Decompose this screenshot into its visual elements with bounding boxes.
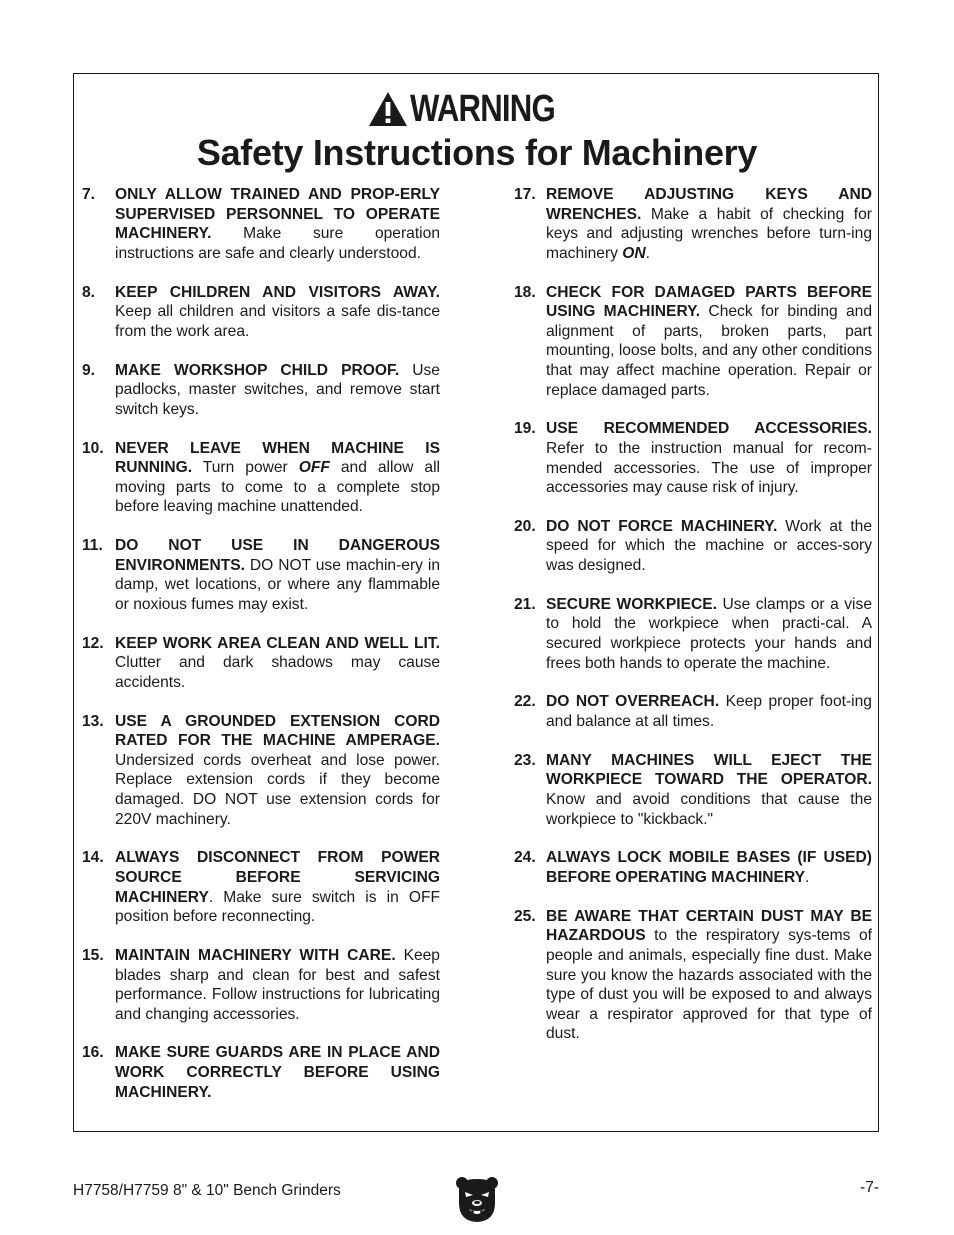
item-body: MAKE WORKSHOP CHILD PROOF. Use padlocks, master switches, and remove start switch keys. xyxy=(115,361,440,418)
page-title: Safety Instructions for Machinery xyxy=(196,132,758,173)
list-item xyxy=(514,419,872,497)
item-body: USE A GROUNDED EXTENSION CORD RATED FOR THE MACHINE AMPERAGE. Undersized cords overheat and lose power. Replace extension cords if they become damaged. DO NOT use extension cords for 220V machinery. xyxy=(115,712,440,828)
item-body: DO NOT USE IN DANGEROUS ENVIRONMENTS. DO NOT use machin-ery in damp, wet locations, or where any flammable or noxious fumes may exist. xyxy=(115,537,440,613)
item-body: SECURE WORKPIECE. Use clamps or a vise to hold the workpiece when practi-cal. A secured workpiece protects your hands and frees both hands to operate the machine. xyxy=(546,595,872,672)
list-item xyxy=(82,439,440,517)
item-body: ONLY ALLOW TRAINED AND PROP-ERLY SUPERVISED PERSONNEL TO OPERATE MACHINERY. Make sure operation instructions are safe and clearly understood. xyxy=(115,186,440,262)
item-body: MAINTAIN MACHINERY WITH CARE. Keep blades sharp and clean for best and safest performance. Follow instructions for lubricating and changing accessories. xyxy=(115,946,440,1023)
emphasis-off: OFF xyxy=(298,459,330,477)
left-column xyxy=(82,185,440,1121)
item-body: MANY MACHINES WILL EJECT THE WORKPIECE TOWARD THE OPERATOR. Know and avoid conditions that cause the workpiece to "kickback." xyxy=(546,751,872,828)
item-number: 19. xyxy=(514,420,536,438)
item-body: BE AWARE THAT CERTAIN DUST MAY BE HAZARDOUS to the respiratory sys-tems of people and animals, especially fine dust. Make sure you know the hazards associated with the type of dust you will be exposed to and always wear a respirator approved for that type of dust. xyxy=(546,907,872,1043)
item-number: 24. xyxy=(514,849,536,867)
list-item xyxy=(82,185,440,263)
item-number: 11. xyxy=(82,537,103,555)
item-number: 17. xyxy=(514,186,536,203)
item-body: CHECK FOR DAMAGED PARTS BEFORE USING MACHINERY. Check for binding and alignment of parts, broken parts, part mounting, loose bolts, and any other conditions that may affect machine operation. Repair or replace damaged parts. xyxy=(546,283,872,399)
item-body: REMOVE ADJUSTING KEYS AND WRENCHES. Make a habit of checking for keys and adjusting wrenches before turn-ing machinery ON. xyxy=(546,186,872,262)
warning-label: WARNING xyxy=(409,88,555,130)
item-number: 22. xyxy=(514,693,536,711)
footer-model-text: H7758/H7759 8" & 10" Bench Grinders xyxy=(73,1182,341,1199)
bear-head-logo-icon xyxy=(455,1175,499,1223)
list-item xyxy=(514,751,872,829)
list-item xyxy=(82,536,440,614)
list-item xyxy=(514,185,872,263)
list-item xyxy=(514,907,872,1044)
item-body: DO NOT OVERREACH. Keep proper foot-ing and balance at all times. xyxy=(546,693,872,730)
item-number: 7. xyxy=(82,186,96,203)
item-number: 16. xyxy=(82,1044,104,1062)
item-number: 12. xyxy=(82,634,104,652)
warning-header xyxy=(0,88,954,130)
item-number: 23. xyxy=(514,751,536,769)
item-number: 14. xyxy=(82,849,104,867)
list-item xyxy=(82,848,440,926)
list-item xyxy=(82,283,440,342)
item-body: ALWAYS LOCK MOBILE BASES (IF USED) BEFORE OPERATING MACHINERY. xyxy=(546,849,872,886)
page-number: -7- xyxy=(860,1179,879,1196)
item-body: NEVER LEAVE WHEN MACHINE IS RUNNING. Turn power OFF and allow all moving parts to come to a complete stop before leaving machine unattended. xyxy=(115,439,440,516)
right-column xyxy=(514,185,872,1063)
list-item xyxy=(514,692,872,731)
list-item xyxy=(514,517,872,576)
item-body: USE RECOMMENDED ACCESSORIES. Refer to the instruction manual for recom-mended accessories. The use of improper accessories may cause risk of injury. xyxy=(546,420,872,497)
item-body: KEEP WORK AREA CLEAN AND WELL LIT. Clutter and dark shadows may cause accidents. xyxy=(115,634,440,691)
item-number: 9. xyxy=(82,361,96,379)
item-number: 13. xyxy=(82,712,104,730)
item-body: ALWAYS DISCONNECT FROM POWER SOURCE BEFORE SERVICING MACHINERY. Make sure switch is in OFF position before reconnecting. xyxy=(115,849,440,926)
item-number: 20. xyxy=(514,517,536,535)
list-item xyxy=(82,634,440,693)
list-item xyxy=(82,1043,440,1102)
item-number: 21. xyxy=(514,595,536,613)
list-item xyxy=(514,283,872,401)
item-number: 8. xyxy=(82,283,96,301)
list-item xyxy=(514,595,872,673)
list-item xyxy=(82,712,440,830)
item-number: 15. xyxy=(82,946,104,964)
item-number: 25. xyxy=(514,907,536,925)
emphasis-on: ON xyxy=(622,244,646,262)
item-body: DO NOT FORCE MACHINERY. Work at the speed for which the machine or acces-sory was designed. xyxy=(546,517,872,575)
item-number: 10. xyxy=(82,439,104,457)
item-body: KEEP CHILDREN AND VISITORS AWAY. Keep all children and visitors a safe dis-tance from the work area. xyxy=(115,283,440,340)
item-number: 18. xyxy=(514,283,536,301)
list-item xyxy=(514,848,872,887)
warning-triangle-icon xyxy=(368,91,408,127)
list-item xyxy=(82,946,440,1024)
list-item xyxy=(82,361,440,420)
item-body: MAKE SURE GUARDS ARE IN PLACE AND WORK CORRECTLY BEFORE USING MACHINERY. xyxy=(115,1044,440,1101)
